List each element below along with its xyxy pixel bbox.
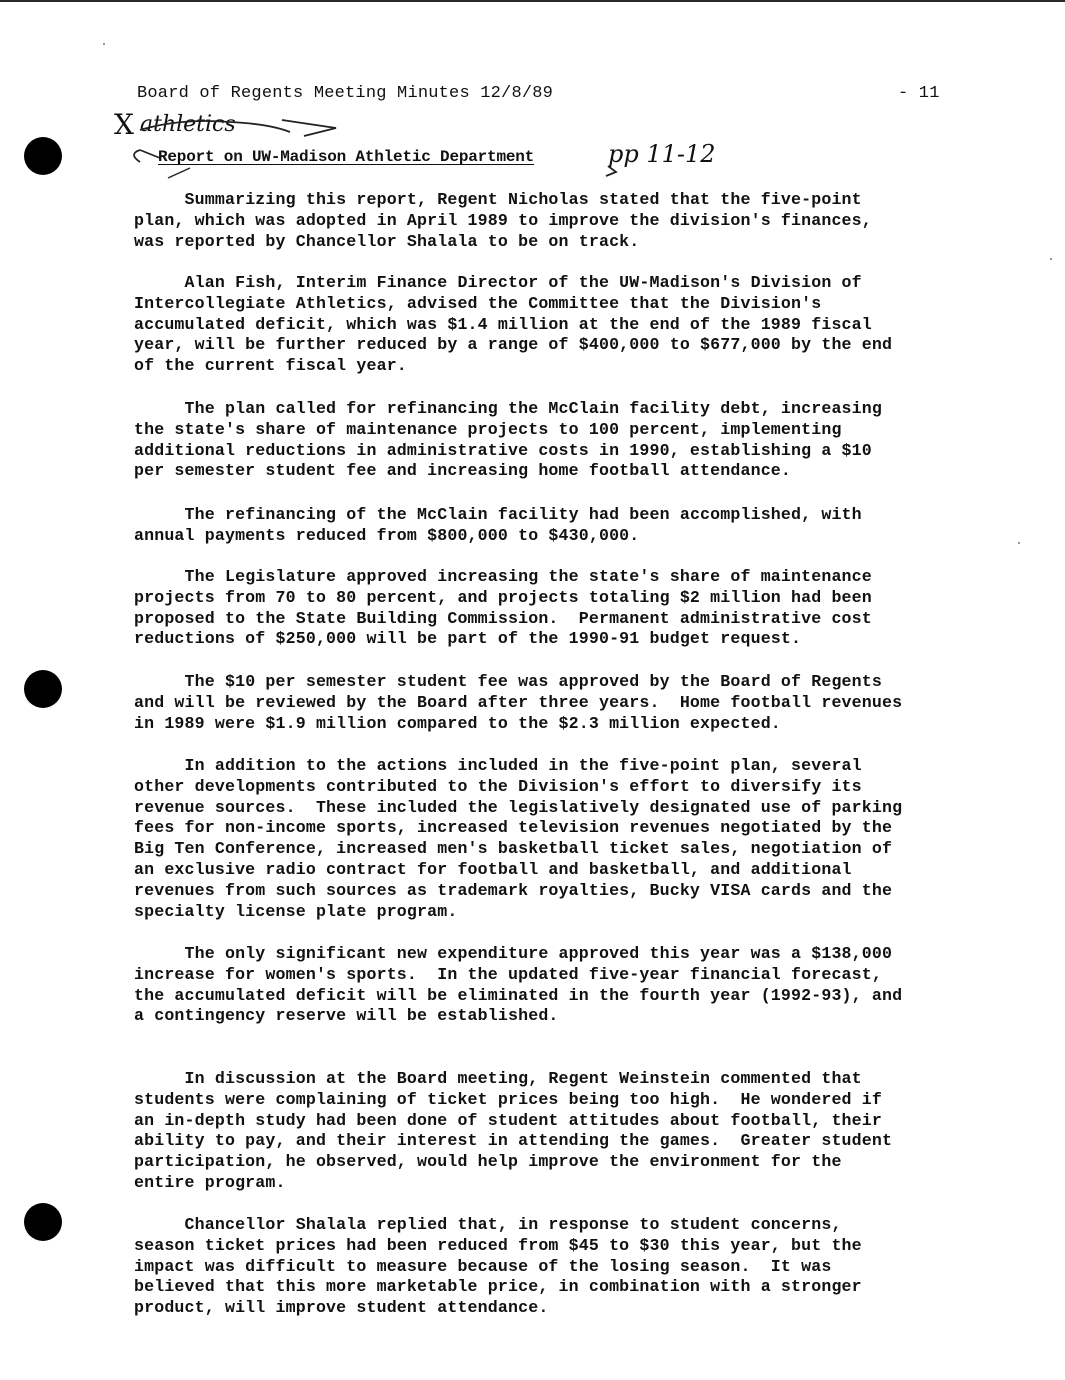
scan-edge-line [0, 0, 1065, 2]
paragraph-student-fee: The $10 per semester student fee was approved by the Board of Regents and will be reviewed by the Board after three years. Home football revenues in 1989 were $1.9 million compared to the $2.3 million expected. [134, 672, 903, 733]
paragraph-other-developments: In addition to the actions included in the five-point plan, several other developments contributed to the Division's effort to diversify its revenue sources. These included the legislatively designated use of parking fees for non-income sports, increased television revenues negotiated by the Big Ten Conference, increased men's basketball ticket sales, negotiation of an exclusive radio contract for football and basketball, and additional revenues from such sources as trademark royalties, Bucky VISA cards and the specialty license plate program. [134, 756, 903, 921]
section-title: Report on UW-Madison Athletic Department [158, 148, 535, 166]
handwritten-x-mark: X [114, 108, 134, 141]
scan-speck [103, 43, 105, 45]
scan-speck [1018, 542, 1020, 544]
punch-hole-top [24, 137, 62, 175]
paragraph-expenditure: The only significant new expenditure approved this year was a $138,000 increase for women's sports. In the updated five-year financial forecast, the accumulated deficit will be eliminated in the fourth year (1992-93), and a contingency reserve will be established. [134, 944, 903, 1026]
header-title: Board of Regents Meeting Minutes 12/8/89 [137, 84, 554, 103]
paragraph-legislature: The Legislature approved increasing the state's share of maintenance projects from 70 to 80 percent, and projects totaling $2 million had been proposed to the State Building Commission. Permanent administrative cost reductions of $250,000 will be part of the 1990-91 budget request. [134, 567, 872, 649]
paragraph-refinancing: The refinancing of the McClain facility had been accomplished, with annual payments reduced from $800,000 to $430,000. [134, 505, 862, 545]
handwritten-athletics-note: athletics [140, 112, 236, 137]
paragraph-deficit: Alan Fish, Interim Finance Director of the UW-Madison's Division of Intercollegiate Athletics, advised the Committee that the Division's accumulated deficit, which was $1.4 million at the end of the 1989 fiscal year, will be further reduced by a range of $400,000 to $677,000 by the end of the current fiscal year. [134, 273, 893, 376]
scan-speck [1050, 258, 1052, 260]
paragraph-discussion: In discussion at the Board meeting, Regent Weinstein commented that students were complaining of ticket prices being too high. He wondered if an in-depth study had been done of student attitudes about football, their ability to pay, and their interest in attending the games. Greater student participation, he observed, would help improve the environment for the entire program. [134, 1069, 893, 1192]
punch-hole-bottom [24, 1203, 62, 1241]
punch-hole-middle [24, 670, 62, 708]
page-number: - 11 [898, 84, 940, 103]
handwritten-page-reference: pp 11-12 [608, 140, 716, 168]
paragraph-summary: Summarizing this report, Regent Nicholas stated that the five-point plan, which was adopted in April 1989 to improve the division's finances, was reported by Chancellor Shalala to be on track. [134, 190, 872, 251]
paragraph-chancellor-reply: Chancellor Shalala replied that, in response to student concerns, season ticket prices had been reduced from $45 to $30 this year, but the impact was difficult to measure because of the losing season. It was believed that this more marketable price, in combination with a stronger product, will improve student attendance. [134, 1215, 862, 1318]
paragraph-plan: The plan called for refinancing the McClain facility debt, increasing the state's share of maintenance projects to 100 percent, implementing additional reductions in administrative costs in 1990, establishing a $10 per semester student fee and increasing home football attendance. [134, 399, 882, 481]
